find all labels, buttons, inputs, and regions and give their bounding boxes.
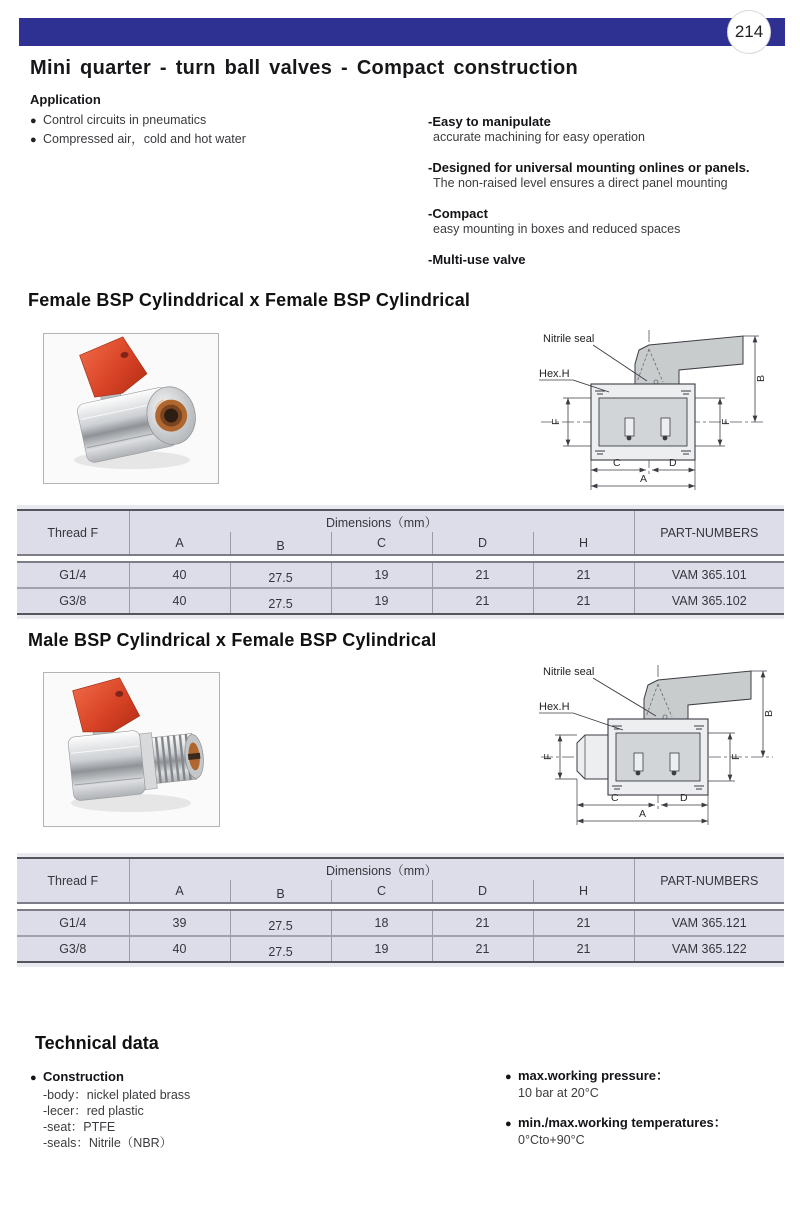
page-number-badge [727, 10, 771, 54]
application-item: Control circuits in pneumatics [43, 113, 207, 127]
construction-title: ● Construction [30, 1068, 190, 1087]
dimension-diagram [513, 322, 795, 500]
table-gap-row [17, 903, 784, 910]
construction-item: -body：nickel plated brass [43, 1088, 191, 1102]
product-photo-male-female [43, 672, 220, 827]
product-photo-female-female [43, 333, 219, 484]
dim-d: D [680, 792, 688, 804]
spec-title: ● max.working pressure： [505, 1068, 669, 1083]
col-header-a: A [175, 536, 184, 550]
col-header-d: D [432, 532, 533, 555]
bullet-icon: ● [30, 1072, 37, 1084]
dim-c: C [611, 792, 619, 804]
spec-desc: 10 bar at 20°C [518, 1086, 599, 1100]
dim-f-right: F [730, 753, 742, 760]
col-header-thread: Thread F [17, 510, 129, 555]
technical-drawing-female-female [513, 322, 795, 500]
header-bar [19, 18, 785, 46]
table-row: G1/4 40 27.5 19 21 21 VAM 365.101 [17, 562, 784, 588]
feature-item [428, 160, 788, 191]
dim-f-right: F [720, 418, 732, 425]
dim-c: C [613, 457, 621, 469]
feature-title: -Multi-use valve [428, 252, 526, 267]
dim-b: B [763, 709, 775, 717]
list-item [30, 111, 246, 130]
spec-item [505, 1068, 785, 1101]
dim-b: B [755, 374, 767, 382]
dimensions-table-male-female [17, 857, 784, 963]
dim-f-left: F [550, 418, 562, 425]
construction-item: -seat：PTFE [43, 1120, 116, 1134]
hex-h-label: Hex.H [539, 701, 570, 713]
hex-h-label: Hex.H [539, 368, 570, 380]
application-item: Compressed air，cold and hot water [43, 132, 246, 146]
nitrile-seal-label: Nitrile seal [543, 333, 595, 345]
construction-block [30, 1068, 190, 1151]
feature-desc: accurate machining for easy operation [433, 129, 645, 144]
dimensions-table-female-female [17, 509, 784, 615]
feature-desc: easy mounting in boxes and reduced spaces [433, 221, 681, 236]
spec-list [505, 1068, 785, 1162]
table-row: G3/8 40 27.5 19 21 21 VAM 365.102 [17, 588, 784, 614]
technical-data-heading: Technical data [35, 1033, 159, 1053]
nitrile-seal-label: Nitrile seal [543, 666, 595, 678]
dim-f-left: F [542, 753, 554, 760]
col-header-part-numbers: PART-NUMBERS [634, 510, 784, 555]
col-header-thread: Thread F [17, 858, 129, 903]
dimensions-table-wrap [17, 853, 784, 967]
table-gap-row [17, 555, 784, 562]
section-heading-male-female: Male BSP Cylindrical x Female BSP Cylindrical [28, 630, 437, 650]
spec-desc: 0°Cto+90°C [518, 1133, 585, 1147]
col-header-d: D [432, 880, 533, 903]
bullet-icon: ● [505, 1071, 512, 1083]
technical-drawing-male-female [513, 657, 795, 835]
spec-item [505, 1115, 785, 1148]
dim-a: A [639, 808, 647, 820]
col-header-h: H [533, 880, 634, 903]
col-header-h: H [533, 532, 634, 555]
bullet-icon: ● [505, 1118, 512, 1130]
feature-title: -Easy to manipulate [428, 114, 551, 129]
table-row: G3/8 40 27.5 19 21 21 VAM 365.122 [17, 936, 784, 962]
col-header-a: A [175, 884, 184, 898]
list-item [30, 130, 246, 149]
application-heading: Application [30, 92, 101, 107]
valve-photo-illustration [44, 334, 218, 483]
col-header-part-numbers: PART-NUMBERS [634, 858, 784, 903]
table-row: G1/4 39 27.5 18 21 21 VAM 365.121 [17, 910, 784, 936]
col-header-b: B [230, 532, 331, 555]
page-title: Mini quarter - turn ball valves - Compact construction [30, 57, 579, 79]
col-header-c: C [331, 880, 432, 903]
bullet-icon: ● [30, 115, 37, 127]
col-header-c: C [331, 532, 432, 555]
dims-span-header: Dimensions（mm） [325, 863, 438, 878]
feature-desc: The non-raised level ensures a direct panel mounting [433, 175, 728, 190]
feature-list [428, 114, 788, 283]
construction-item: -lecer：red plastic [43, 1104, 144, 1118]
feature-item [428, 252, 788, 268]
dimensions-table-wrap [17, 505, 784, 619]
spec-title: ● min./max.working temperatures： [505, 1115, 727, 1130]
dim-a: A [640, 473, 648, 485]
feature-item [428, 206, 788, 237]
valve-photo-illustration [44, 673, 219, 826]
application-list [30, 111, 246, 149]
dims-span-header: Dimensions（mm） [325, 515, 438, 530]
col-header-b: B [230, 880, 331, 903]
feature-title: -Designed for universal mounting onlines or panels. [428, 160, 750, 175]
dimension-diagram [513, 657, 795, 835]
page-number: 214 [734, 22, 764, 41]
feature-item [428, 114, 788, 145]
section-heading-female-female: Female BSP Cylinddrical x Female BSP Cylindrical [28, 290, 471, 310]
bullet-icon: ● [30, 134, 37, 146]
construction-item: -seals：Nitrile（NBR） [43, 1136, 173, 1150]
dim-d: D [669, 457, 677, 469]
feature-title: -Compact [428, 206, 488, 221]
construction-items [30, 1087, 190, 1151]
